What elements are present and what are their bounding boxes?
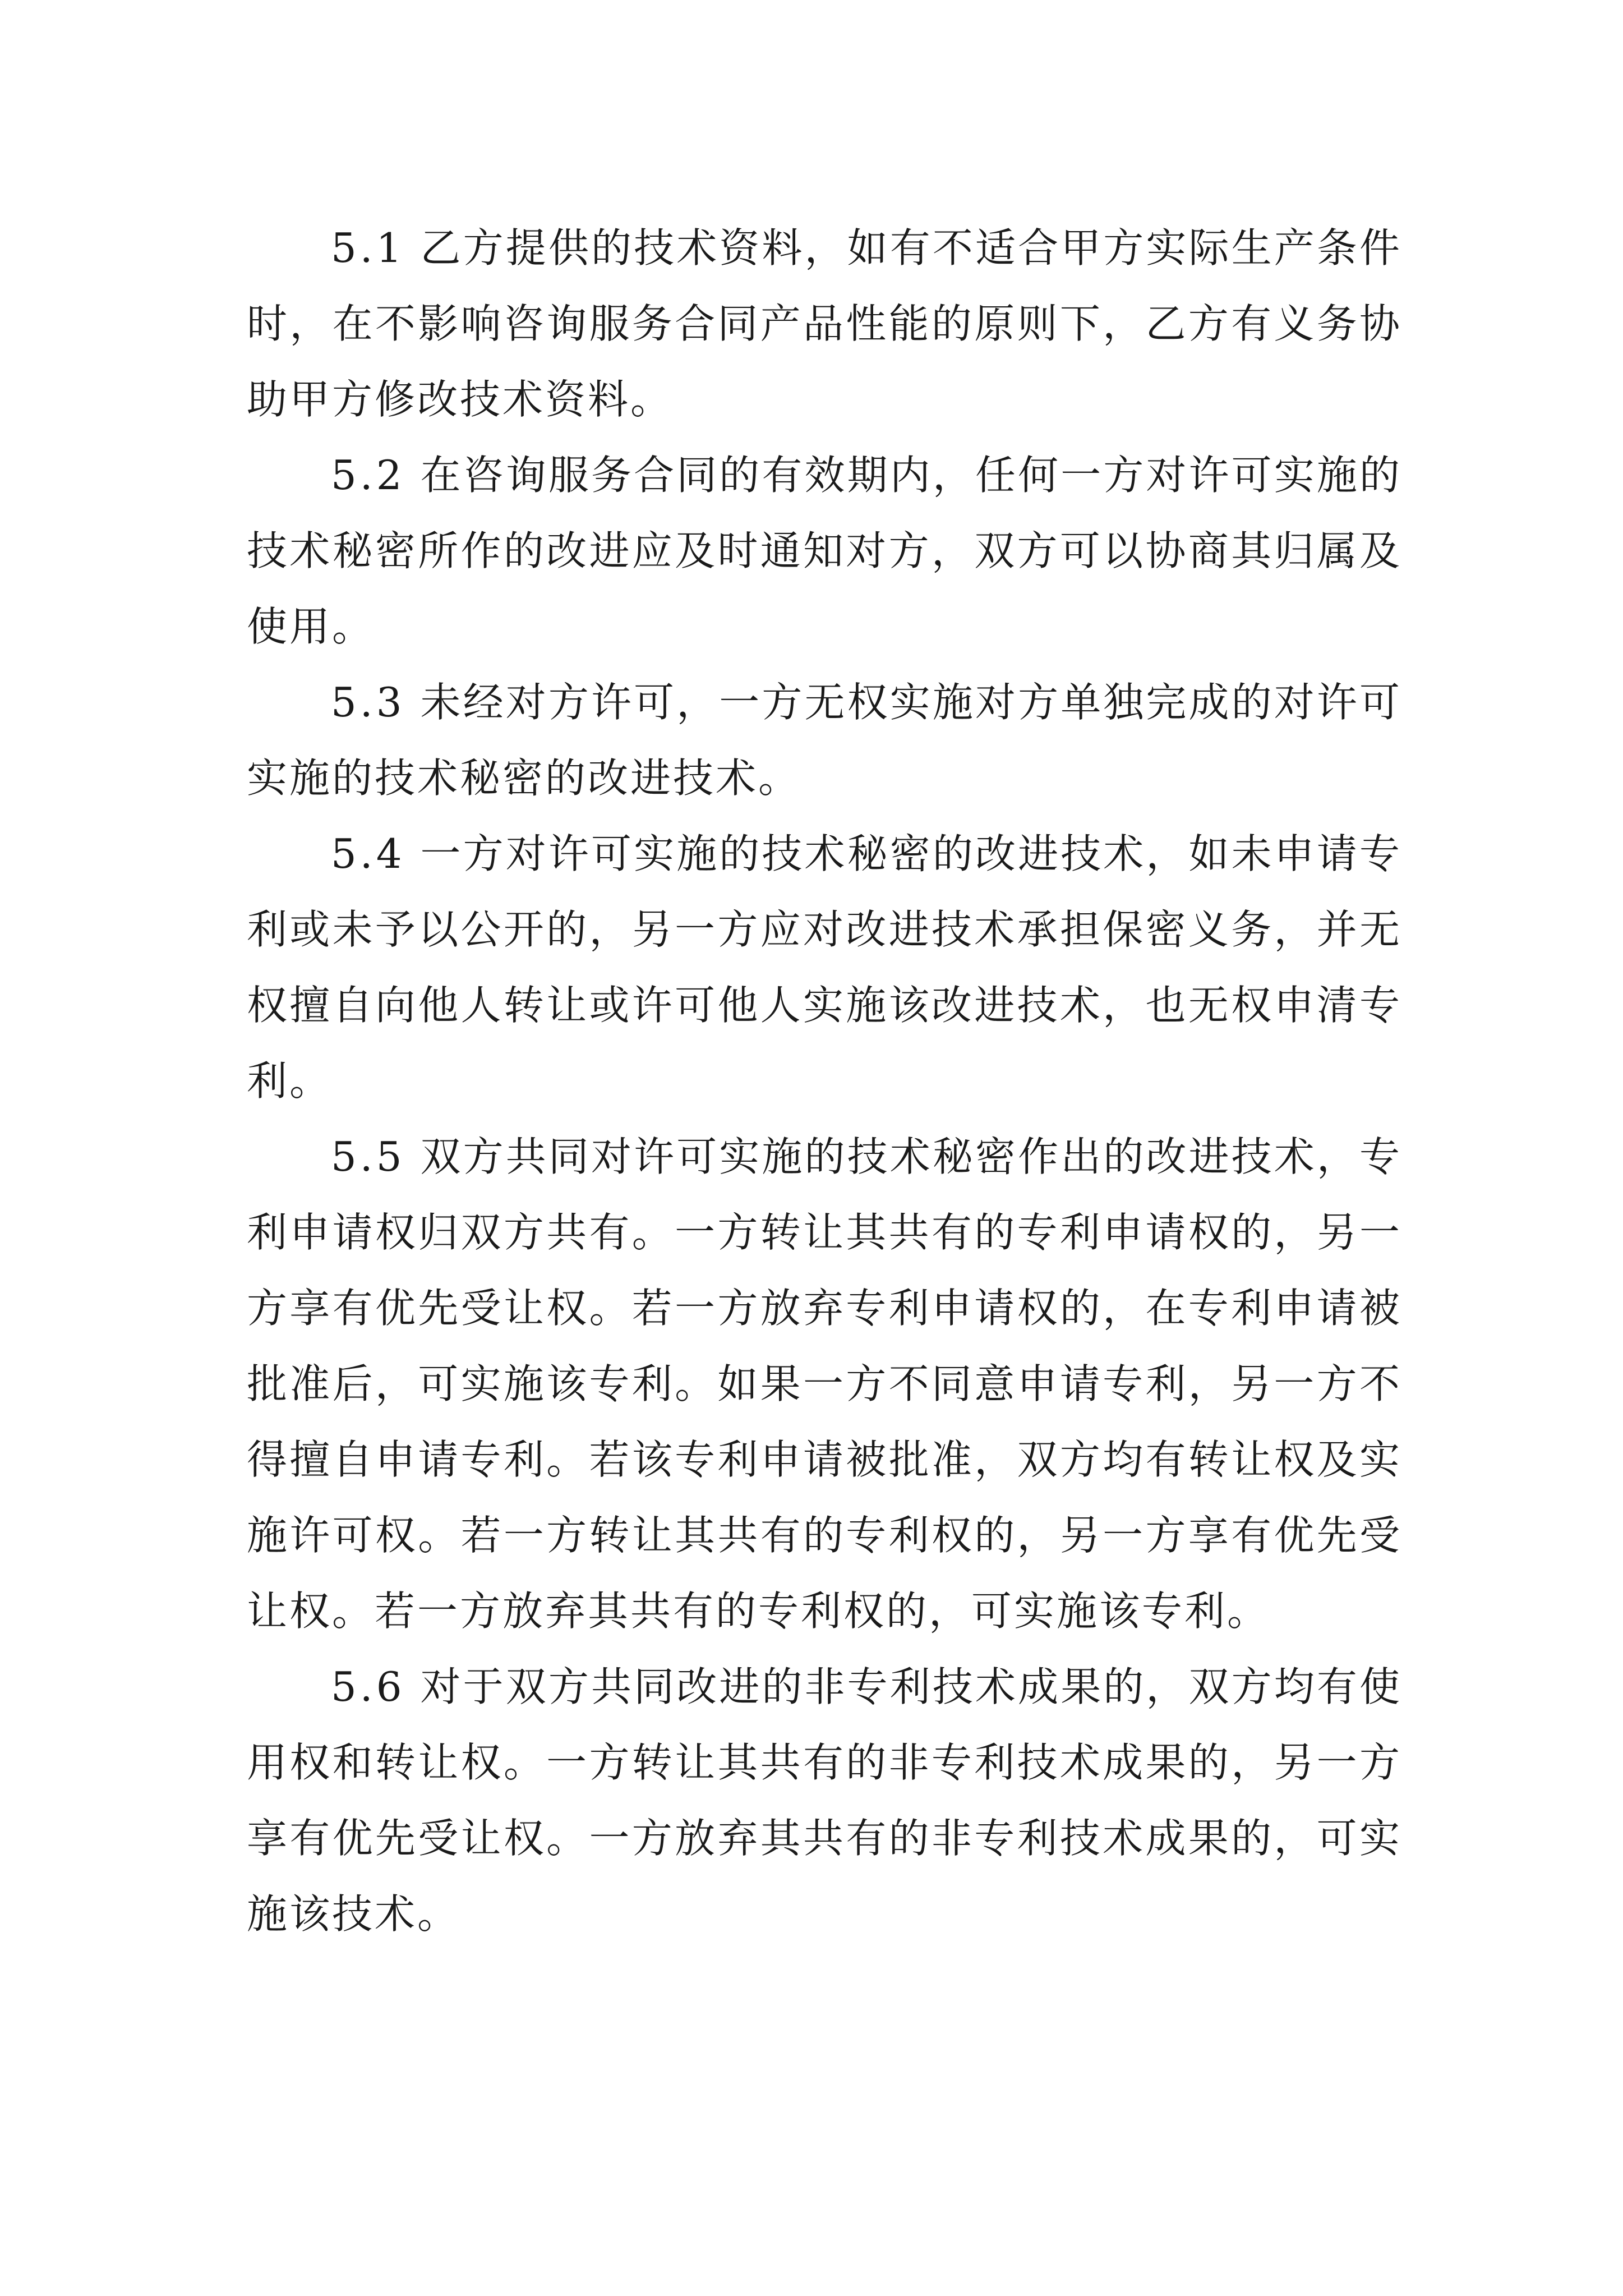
- clause-5-1: [247, 210, 1402, 438]
- clause-number: 5.5: [331, 1133, 405, 1180]
- clause-number: 5.6: [331, 1663, 405, 1710]
- clause-text: 未经对方许可，一方无权实施对方单独完成的对许可实施的技术秘密的改进技术。: [247, 679, 1402, 802]
- document-body: [247, 210, 1402, 1952]
- clause-number: 5.3: [331, 679, 405, 726]
- clause-text: 在咨询服务合同的有效期内，任何一方对许可实施的技术秘密所作的改进应及时通知对方，双方可以协商其归属及使用。: [247, 452, 1402, 650]
- clause-5-6: [247, 1649, 1402, 1952]
- clause-text: 一方对许可实施的技术秘密的改进技术，如未申请专利或未予以公开的，另一方应对改进技术承担保密义务，并无权擅自向他人转让或许可他人实施该改进技术，也无权申清专利。: [247, 830, 1402, 1105]
- clause-number: 5.1: [331, 224, 405, 272]
- clause-5-5: [247, 1119, 1402, 1649]
- clause-text: 双方共同对许可实施的技术秘密作出的改进技术，专利申请权归双方共有。一方转让其共有的专利申请权的，另一方享有优先受让权。若一方放弃专利申请权的，在专利申请被批准后，可实施该专利。如果一方不同意申请专利，另一方不得擅自申请专利。若该专利申请被批准，双方均有转让权及实施许可权。若一方转让其共有的专利权的，另一方享有优先受让权。若一方放弃其共有的专利权的，可实施该专利。: [247, 1133, 1402, 1635]
- clause-text: 乙方提供的技术资料，如有不适合甲方实际生产条件时，在不影响咨询服务合同产品性能的原则下，乙方有义务协助甲方修改技术资料。: [247, 224, 1402, 423]
- clause-5-2: [247, 438, 1402, 665]
- clause-text: 对于双方共同改进的非专利技术成果的，双方均有使用权和转让权。一方转让其共有的非专利技术成果的，另一方享有优先受让权。一方放弃其共有的非专利技术成果的，可实施该技术。: [247, 1663, 1402, 1938]
- clause-5-3: [247, 665, 1402, 816]
- clause-number: 5.2: [331, 452, 405, 499]
- clause-5-4: [247, 816, 1402, 1119]
- clause-number: 5.4: [331, 830, 405, 877]
